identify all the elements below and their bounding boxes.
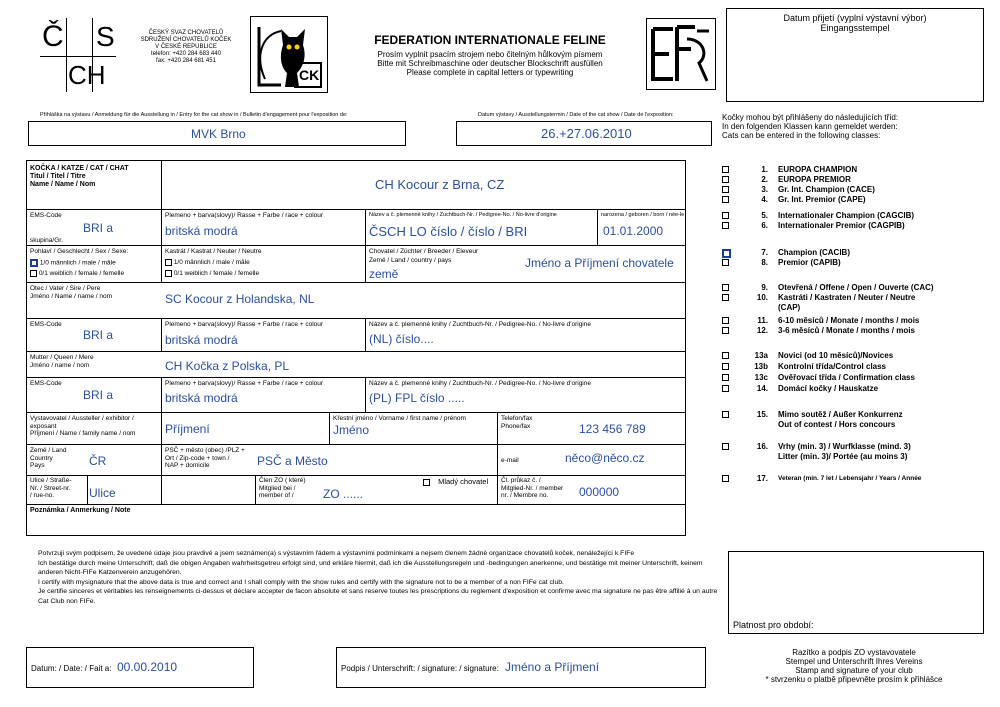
country-label xyxy=(30,447,67,470)
signature-box xyxy=(336,647,706,688)
fife-emblem-icon xyxy=(647,19,715,89)
class-label: Vrhy (min. 3) / Wurfklasse (mind. 3) xyxy=(778,442,911,451)
ems-code-label: EMS-Code xyxy=(30,212,62,219)
date-box xyxy=(26,647,254,688)
born-label: narozena / geboren / born / née-le xyxy=(601,212,685,218)
cscs-org-text xyxy=(138,30,234,65)
sex-female-checkbox[interactable] xyxy=(30,270,37,277)
breed-label: Plemeno + barva(slovy)/ Rasse + Farbe / race + colour xyxy=(165,212,324,219)
street-label xyxy=(30,477,72,500)
class-number: 10. xyxy=(756,293,768,302)
breed-value[interactable]: britská modrá xyxy=(165,224,238,238)
breeder-country-value[interactable]: země xyxy=(369,267,399,281)
signature-value[interactable]: Jméno a Příjmení xyxy=(505,660,600,674)
class-label: Internationaler Champion (CAGCIB) xyxy=(778,211,915,220)
cscs-org-line: fax: +420 284 681 451 xyxy=(156,58,216,64)
class-label: Internationaler Premior (CAGPIB) xyxy=(778,221,905,230)
cscs-org-line: V ČESKÉ REPUBLICE xyxy=(155,44,217,50)
neuter-male-text: 1/0 männlich / male / mâle xyxy=(173,259,250,267)
sex-male-checkbox[interactable] xyxy=(30,259,38,267)
declaration-fr: Je certifie sinceres et véritables les renseignements ci-dessus et déclare accepter de facon absolute et sans reserve toutes les prescriptions du reglement d'exposition et confirme avec ma signature ne pas être affilié à un autre Cat Club non FIFe. xyxy=(38,588,718,605)
young-breeder-text: Mladý chovatel xyxy=(438,477,489,486)
declaration-cz: Potvrzuji svým podpisem, že uvedené údaje jsou pravdivé a jsem seznámen(a) s výstavním řádem a výstavními podmínkami a nejsem členem žádné organizace chovatelů koček, nenáležející k FIFe xyxy=(38,550,635,557)
class-number: 6. xyxy=(761,221,768,230)
label-line: Titul / Titel / Titre xyxy=(30,173,86,180)
class-label: EUROPA PREMIOR xyxy=(778,175,851,184)
stamp-line: * stvrzenku o platbě připevněte prosím k přihlášce xyxy=(765,675,943,684)
class-number: 8. xyxy=(761,258,768,267)
stamp-line: Stamp and signature of your club xyxy=(795,666,913,675)
cscs-logo-ch: CH xyxy=(68,60,106,90)
payment-period-box xyxy=(728,551,984,634)
father-label xyxy=(30,285,112,300)
class-label: Premior (CAPIB) xyxy=(778,258,841,267)
breeder-label: Chovatel / Züchter / Breeder / Eleveur xyxy=(369,248,479,255)
class-checkbox[interactable] xyxy=(722,385,729,392)
label-line: Name / Name / Nom xyxy=(30,181,96,188)
class-checkbox[interactable] xyxy=(722,249,731,258)
club-stamp-text xyxy=(726,648,982,684)
class-checkbox[interactable] xyxy=(722,284,729,291)
intro-line: In den folgenden Klassen kann gemeldet werden: xyxy=(722,122,898,131)
label-line: Ort / Zip-code + town / xyxy=(165,454,230,462)
class-label: Kastráti / Kastraten / Neuter / Neutre xyxy=(778,293,916,302)
show-name-field[interactable] xyxy=(28,121,406,146)
class-checkbox[interactable] xyxy=(722,186,729,193)
class-label: Mimo soutěž / Außer Konkurrenz xyxy=(778,410,903,419)
father-pedigree-label: Název a č. plemenné knihy / Zuchtbuch-Nr. / Pedigree-No. / No-livre d'origine xyxy=(369,321,591,328)
stamp-line: Razítko a podpis ZO vystavovatele xyxy=(792,648,916,657)
phone-value[interactable]: 123 456 789 xyxy=(579,422,646,436)
class-checkbox[interactable] xyxy=(722,294,729,301)
sex-option-female[interactable] xyxy=(30,270,124,278)
class-label: Champion (CACIB) xyxy=(778,248,850,257)
mother-breed-label: Plemeno + barva(slovy)/ Rasse + Farbe / race + colour xyxy=(165,380,324,387)
classes-intro xyxy=(722,113,898,140)
father-breed-label: Plemeno + barva(slovy)/ Rasse + Farbe / race + colour xyxy=(165,321,324,328)
class-label: Gr. Int. Premior (CAPE) xyxy=(778,195,866,204)
class-number: 5. xyxy=(761,211,768,220)
young-breeder-option[interactable] xyxy=(423,478,488,486)
neuter-female-checkbox[interactable] xyxy=(165,270,172,277)
show-date-label: Datum výstavy / Ausstellungstermin / Date of the cat show / Date de l'exposition: xyxy=(478,112,674,118)
class-checkbox[interactable] xyxy=(722,222,729,229)
fife-logo xyxy=(646,18,716,90)
show-date-value: 26.+27.06.2010 xyxy=(541,126,632,141)
breeder-country-label: Země / Land / country / pays xyxy=(369,257,452,264)
mother-pedigree-value[interactable]: (PL) FPL číslo ..... xyxy=(369,391,465,405)
father-ems-value[interactable]: BRI a xyxy=(83,328,114,342)
cscs-logo-s: S xyxy=(96,21,115,52)
class-checkbox[interactable] xyxy=(722,475,729,482)
stamp-line: Stempel und Unterschrift Ihres Vereins xyxy=(785,657,923,666)
payment-period-label: Platnost pro období: xyxy=(733,620,814,630)
class-number: 13a xyxy=(754,351,768,360)
cscs-logo xyxy=(40,14,116,92)
class-checkbox[interactable] xyxy=(722,374,729,381)
instruction-line: Prosím vyplnit psacím strojem nebo čitelným hůlkovým písmem xyxy=(377,50,603,59)
label-line: Country xyxy=(30,454,53,462)
mother-pedigree-label: Název a č. plemenné knihy / Zuchtbuch-Nr. / Pedigree-No. / No-livre d'origine xyxy=(369,380,591,387)
cat-entry-form xyxy=(26,160,686,536)
class-label: Veteran (min. 7 let / Lebensjahr / Years / Année xyxy=(778,475,922,482)
class-label: (CAP) xyxy=(778,303,801,312)
class-number: 13c xyxy=(754,373,768,382)
label-line: member of / xyxy=(259,492,294,499)
member-no-label xyxy=(501,477,563,500)
sex-label: Pohlaví / Geschlecht / Sex / Sexe: xyxy=(30,248,129,255)
label-line: Pays xyxy=(30,462,45,469)
pedigree-label: Název a č. plemenné knihy / Zuchtbuch-Nr. / Pedigree-No. / No-livre d'origine xyxy=(369,212,557,218)
mother-breed-value[interactable]: britská modrá xyxy=(165,391,238,405)
class-checkbox[interactable] xyxy=(722,317,729,324)
declaration-de: Ich bestätige durch meine Unterschrift, daß die obigen Angaben wahrheitsgetreu erfolgt sind, und erkläre hiermit, daß ich die Ausstellungsregeln und -bedingungen anerkenne, und bestätige mit meiner Unterschrift, keinem anderen Nicht-FIFe Katzenverein anzugehören. xyxy=(38,559,703,576)
class-label: Gr. Int. Champion (CACE) xyxy=(778,185,875,194)
member-no-value[interactable]: 000000 xyxy=(579,485,620,499)
class-number: 4. xyxy=(761,195,768,204)
neuter-female-text: 0/1 weiblich / female / femelle xyxy=(173,270,260,278)
label-line: KOČKA / KATZE / CAT / CHAT xyxy=(30,165,129,172)
label-line: Mutter / Queen / Mere xyxy=(30,354,94,361)
label-line: Jméno / Name / name / nom xyxy=(30,292,113,300)
class-number: 9. xyxy=(761,283,768,292)
receipt-stamp-label xyxy=(727,13,983,33)
cscs-org-line: SDRUŽENÍ CHOVATELŮ KOČEK xyxy=(140,37,232,43)
label-line: PSČ + město (obec) /PLZ + xyxy=(165,447,245,454)
label-line: exposant xyxy=(30,422,57,430)
class-number: 14. xyxy=(756,384,768,393)
neuter-male-checkbox[interactable] xyxy=(165,259,172,266)
psc-label xyxy=(165,447,245,470)
label-line: Čl. průkaz č. / xyxy=(501,477,541,484)
label-line: Nr. / Street-nr. xyxy=(30,484,71,492)
neuter-label: Kastrát / Kastrat / Neuter / Neutre xyxy=(165,248,262,255)
class-number: 15. xyxy=(756,410,768,419)
class-label: EUROPA CHAMPION xyxy=(778,165,858,174)
class-label: Out of contest / Hors concours xyxy=(778,420,896,429)
label-line: Telefon/fax xyxy=(501,415,533,422)
fife-instructions xyxy=(330,50,650,77)
exhibitor-surname-value[interactable]: Příjmení xyxy=(165,422,210,436)
class-number: 3. xyxy=(761,185,768,194)
stamp-label-line: Eingangsstempel xyxy=(820,23,890,33)
intro-line: Cats can be entered in the following classes: xyxy=(722,131,881,140)
pedigree-value[interactable]: ČSCH LO číslo / číslo / BRI xyxy=(369,224,528,239)
mother-label xyxy=(30,354,94,369)
label-line: Člen ZO ( které) xyxy=(259,477,306,484)
cscs-logo-c: Č xyxy=(42,20,64,53)
class-label: Domácí kočky / Hauskatze xyxy=(778,384,879,393)
breeder-value[interactable]: Jméno a Příjmení chovatele xyxy=(525,256,674,270)
class-checkbox[interactable] xyxy=(722,411,729,418)
class-checkbox[interactable] xyxy=(722,212,729,219)
class-number: 13b xyxy=(754,362,768,371)
label-line: nr. / Membre no. xyxy=(501,492,549,499)
member-label xyxy=(259,477,306,500)
label-line: Mitglied bei / xyxy=(259,484,296,492)
class-checkbox[interactable] xyxy=(722,443,729,450)
class-number: 12. xyxy=(756,326,768,335)
class-label: Kontrolní třída/Control class xyxy=(778,362,887,371)
country-value[interactable]: ČR xyxy=(89,454,107,468)
declaration-text xyxy=(38,549,720,606)
fife-title: FEDERATION INTERNATIONALE FELINE xyxy=(374,33,606,47)
street-value[interactable]: Ulice xyxy=(89,486,116,500)
label-line: Jméno / name / nom xyxy=(30,361,90,369)
mother-ems-value[interactable]: BRI a xyxy=(83,388,114,402)
receipt-stamp-box xyxy=(726,8,984,102)
father-ems-label: EMS-Code xyxy=(30,321,62,328)
phone-label xyxy=(501,415,532,430)
label-line: Příjmení / Name / family name / nom xyxy=(30,430,136,437)
sex-male-text: 1/0 männlich / male / mâle xyxy=(39,259,116,267)
date-value[interactable]: 00.00.2010 xyxy=(117,660,178,674)
neuter-option-female[interactable] xyxy=(165,270,259,278)
cscs-org-line: telefon: +420 284 683 440 xyxy=(151,51,221,57)
show-name-value: MVK Brno xyxy=(191,127,246,141)
class-number: 17. xyxy=(756,474,768,483)
signature-label: Podpis / Unterschrift: / signature: / signature: xyxy=(341,664,499,673)
label-line: Mitglied-Nr. / member xyxy=(501,484,564,492)
declaration-en: I certify with mysignature that the above data is true and correct and I shall comply with the show rules and certify with the signature not to be a member of a non FIFe cat club. xyxy=(38,578,564,586)
instruction-line: Please complete in capital letters or typewriting xyxy=(406,68,574,77)
born-value[interactable]: 01.01.2000 xyxy=(603,224,664,238)
label-line: Vystavovatel / Aussteller / exhibitor / xyxy=(30,415,134,422)
ems-group-label: skupina/Gr. xyxy=(30,237,63,244)
cat-name-label xyxy=(30,165,129,189)
label-line: Země / Land xyxy=(30,447,67,454)
class-label: 3-6 měsíců / Monate / months / mois xyxy=(778,326,915,335)
cat-logo-text: CK xyxy=(299,67,320,83)
class-label: 6-10 měsíců / Monate / months / mois xyxy=(778,316,920,325)
instruction-line: Bitte mit Schreibmaschine oder deutscher Blockschrift ausfüllen xyxy=(377,59,603,68)
show-name-label: Přihláška na výstavu / Anmeldung für die Ausstellung in / Entry for the cat show in / Bulletin d'engagement pour l'exposition de: xyxy=(40,112,348,118)
cscs-org-line: ČESKÝ SVAZ CHOVATELŮ xyxy=(148,30,224,36)
young-breeder-checkbox[interactable] xyxy=(423,479,430,486)
member-value[interactable]: ZO ...... xyxy=(323,487,364,501)
cat-name-value[interactable]: CH Kocour z Brna, CZ xyxy=(375,177,505,192)
class-number: 11. xyxy=(757,316,768,325)
class-checkbox[interactable] xyxy=(722,327,729,334)
mother-name-value[interactable]: CH Kočka z Polska, PL xyxy=(165,359,290,373)
class-number: 1. xyxy=(761,165,768,174)
class-label: Ověřovací třída / Confirmation class xyxy=(778,373,915,382)
ems-code-value[interactable]: BRI a xyxy=(83,221,114,235)
label-line: Phone/fax xyxy=(501,422,531,430)
class-number: 2. xyxy=(761,175,768,184)
class-checkbox[interactable] xyxy=(722,176,729,183)
email-label: e-mail xyxy=(501,457,519,464)
stamp-label-line: Datum přijetí (vyplní výstavní výbor) xyxy=(783,13,927,23)
class-number: 7. xyxy=(761,248,768,257)
class-checkbox[interactable] xyxy=(722,363,729,370)
father-pedigree-value[interactable]: (NL) číslo.... xyxy=(369,332,434,346)
class-checkbox[interactable] xyxy=(722,196,729,203)
father-name-value[interactable]: SC Kocour z Holandska, NL xyxy=(165,292,315,306)
psc-value[interactable]: PSČ a Město xyxy=(257,454,328,468)
date-label: Datum: / Date: / Fait a: xyxy=(31,664,112,673)
label-line: / rue-no. xyxy=(30,492,55,499)
mother-ems-label: EMS-Code xyxy=(30,380,62,387)
neuter-option-male[interactable] xyxy=(165,259,250,267)
label-line: Ulice / Straße- xyxy=(30,477,72,484)
sex-female-text: 0/1 weiblich / female / femelle xyxy=(38,270,125,278)
intro-line: Kočky mohou být přihlášeny do následujících tříd: xyxy=(722,113,899,122)
class-checkbox[interactable] xyxy=(722,352,729,359)
father-breed-value[interactable]: britská modrá xyxy=(165,333,238,347)
class-number: 16. xyxy=(756,442,768,451)
class-label: Novici (od 10 měsíců)/Novices xyxy=(778,351,894,360)
exhibitor-label xyxy=(30,415,135,438)
email-value[interactable]: něco@něco.cz xyxy=(565,451,645,465)
class-label: Litter (min. 3)/ Portée (au moins 3) xyxy=(778,452,908,461)
firstname-label: Křestní jméno / Vorname / first name / prénom xyxy=(333,415,466,422)
firstname-value[interactable]: Jméno xyxy=(333,423,370,437)
note-label: Poznámka / Anmerkung / Note xyxy=(30,507,131,514)
class-checkbox[interactable] xyxy=(722,166,729,173)
class-label: Otevřená / Offene / Open / Ouverte (CAC) xyxy=(778,283,934,292)
label-line: NAP + domicile xyxy=(165,462,210,469)
show-date-field[interactable] xyxy=(456,121,712,146)
sex-option-male[interactable] xyxy=(30,259,116,267)
class-checkbox[interactable] xyxy=(722,259,729,266)
cat-club-logo xyxy=(250,16,328,93)
label-line: Otec / Vater / Sire / Pere xyxy=(30,285,101,292)
